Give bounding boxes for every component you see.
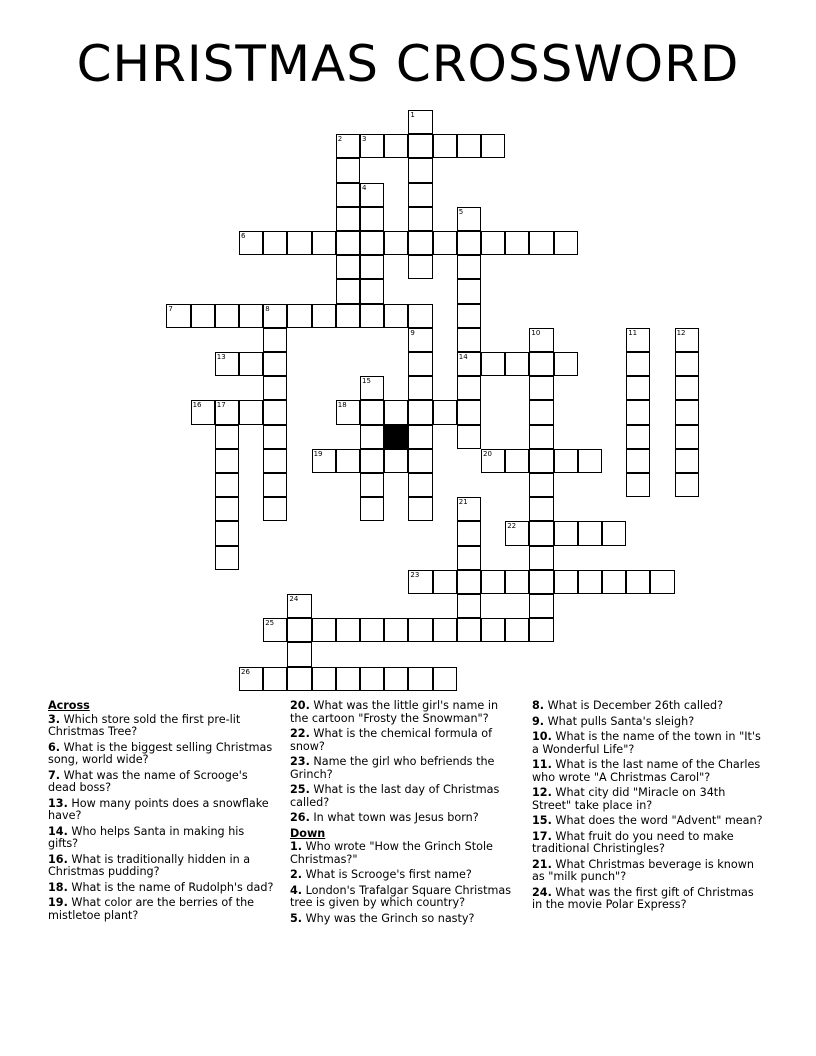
clue-item-text: What Christmas beverage is known as "milk punch"? [532,857,754,883]
grid-cell[interactable] [408,425,432,449]
grid-cell[interactable] [505,231,529,255]
grid-cell[interactable] [239,352,263,376]
clue-item-number: 7. [48,768,61,782]
clue-item [532,831,764,856]
grid-cell[interactable] [408,352,432,376]
grid-cell[interactable] [408,158,432,182]
grid-cell[interactable] [215,352,239,376]
clue-item [532,815,764,828]
clue-number: 14 [458,353,468,361]
grid-cell[interactable] [457,134,481,158]
grid-cell[interactable] [529,328,553,352]
grid-cell[interactable] [408,473,432,497]
grid-cell[interactable] [457,231,481,255]
clue-item [48,826,276,851]
clue-number: 3 [362,135,367,144]
grid-cell[interactable] [239,667,263,691]
clue-item-number: 10. [532,730,552,743]
grid-cell[interactable] [457,279,481,303]
grid-cell[interactable] [457,352,481,376]
clue-item-text: What pulls Santa's sleigh? [544,714,695,728]
clue-item-number: 1. [290,840,303,853]
grid-cell[interactable] [215,400,239,424]
grid-cell[interactable] [360,449,384,473]
grid-cell[interactable] [554,570,578,594]
grid-cell[interactable] [408,304,432,328]
grid-cell[interactable] [263,328,287,352]
grid-cell[interactable] [336,667,360,691]
clue-item [48,770,276,795]
grid-cell[interactable] [239,400,263,424]
clue-item [48,854,276,879]
clue-item [290,885,518,910]
clue-item-text: Who helps Santa in making his gifts? [48,824,245,850]
clue-item [532,731,764,756]
grid-cell[interactable] [360,279,384,303]
clue-item-text: What is December 26th called? [544,699,724,712]
clue-item-number: 13. [48,796,68,810]
grid-cell[interactable] [360,400,384,424]
grid-cell[interactable] [263,473,287,497]
grid-cell[interactable] [433,667,457,691]
grid-cell[interactable] [215,546,239,570]
grid-cell[interactable] [529,618,553,642]
grid-cell[interactable] [408,328,432,352]
grid-cell[interactable] [263,497,287,521]
clue-number: 10 [531,328,541,337]
clue-item-text: What is the chemical formula of snow? [290,727,493,753]
clue-item-number: 19. [48,896,68,909]
grid-cell[interactable] [529,546,553,570]
grid-cell[interactable] [529,376,553,400]
grid-cell[interactable] [384,400,408,424]
grid-cell[interactable] [384,231,408,255]
grid-cell[interactable] [360,473,384,497]
grid-cell[interactable] [433,134,457,158]
grid-cell[interactable] [457,207,481,231]
grid-cell[interactable] [529,497,553,521]
clue-item-number: 4. [290,883,303,897]
clue-number: 25 [265,619,275,628]
clue-number: 26 [241,667,250,676]
grid-cell[interactable] [287,618,311,642]
grid-cell[interactable] [239,231,263,255]
clue-item-number: 12. [532,786,552,799]
grid-cell[interactable] [360,207,384,231]
grid-cell[interactable] [263,304,287,328]
grid-cell[interactable] [360,376,384,400]
grid-cell[interactable] [384,134,408,158]
grid-cell[interactable] [675,376,699,400]
grid-cell[interactable] [408,667,432,691]
clue-item-number: 20. [290,699,310,712]
clue-number: 12 [676,328,686,337]
grid-cell[interactable] [408,570,432,594]
clue-item-text: What is traditionally hidden in a Christmas pudding? [48,852,251,878]
grid-cell[interactable] [263,449,287,473]
grid-cell[interactable] [433,231,457,255]
clue-item [532,759,764,784]
grid-cell[interactable] [650,570,674,594]
grid-cell[interactable] [433,400,457,424]
grid-cell[interactable] [675,425,699,449]
grid-cell[interactable] [336,134,360,158]
grid-cell[interactable] [336,279,360,303]
clue-number: 1 [410,111,415,119]
clue-item-text: What is the name of the town in "It's a Wonderful Life"? [532,730,761,756]
clue-number: 2 [337,135,343,144]
grid-cell[interactable] [529,570,553,594]
grid-cell[interactable] [457,497,481,521]
clue-number: 22 [507,522,517,531]
clue-item-text: What was the name of Scrooge's dead boss? [48,768,248,794]
grid-cell[interactable] [312,618,336,642]
grid-cell[interactable] [457,328,481,352]
clue-item-text: Name the girl who befriends the Grinch? [290,755,495,781]
grid-cell[interactable] [336,255,360,279]
grid-cell[interactable] [360,618,384,642]
clue-item-text: What fruit do you need to make traditional Christingles? [532,829,734,855]
clue-item-text: Who wrote "How the Grinch Stole Christmas?" [290,840,493,866]
grid-cell[interactable] [433,570,457,594]
grid-cell[interactable] [529,400,553,424]
grid-cell[interactable] [336,618,360,642]
grid-cell[interactable] [554,231,578,255]
clue-item-number: 11. [532,758,552,771]
grid-cell[interactable] [457,425,481,449]
grid-cell[interactable] [408,255,432,279]
grid-cell[interactable] [215,304,239,328]
grid-cell[interactable] [481,134,505,158]
grid-cell[interactable] [336,231,360,255]
grid-cell[interactable] [166,304,190,328]
clue-number: 7 [168,304,173,313]
grid-cell[interactable] [408,449,432,473]
grid-cell[interactable] [675,449,699,473]
grid-cell[interactable] [529,352,553,376]
clue-item-text: What was the first gift of Christmas in the movie Polar Express? [532,885,754,911]
clue-item [48,882,276,895]
grid-cell[interactable] [457,304,481,328]
clue-item-number: 23. [290,755,310,768]
grid-cell[interactable] [263,400,287,424]
black-cell [384,425,408,449]
grid-cell[interactable] [457,570,481,594]
clue-item [48,798,276,823]
clue-item-text: What is Scrooge's first name? [302,868,472,881]
grid-cell[interactable] [505,521,529,545]
grid-cell[interactable] [287,642,311,666]
grid-cell[interactable] [408,400,432,424]
clue-item-number: 26. [290,811,310,824]
grid-cell[interactable] [408,497,432,521]
clue-item-text: What city did "Miracle on 34th Street" take place in? [532,786,726,812]
grid-cell[interactable] [263,425,287,449]
clue-item [290,841,518,866]
grid-cell[interactable] [360,255,384,279]
grid-cell[interactable] [626,425,650,449]
grid-cell[interactable] [287,304,311,328]
grid-cell[interactable] [554,352,578,376]
grid-cell[interactable] [408,231,432,255]
grid-cell[interactable] [675,400,699,424]
grid-cell[interactable] [191,400,215,424]
grid-cell[interactable] [626,400,650,424]
grid-cell[interactable] [529,594,553,618]
grid-cell[interactable] [263,667,287,691]
clue-item [290,913,518,926]
clue-number: 11 [628,328,638,337]
clue-item [48,897,276,922]
grid-cell[interactable] [287,594,311,618]
grid-cell[interactable] [529,473,553,497]
clue-number: 17 [216,401,226,410]
grid-cell[interactable] [263,376,287,400]
grid-cell[interactable] [287,231,311,255]
grid-cell[interactable] [312,304,336,328]
clue-item [532,859,764,884]
clue-number: 23 [410,570,420,579]
clue-item-number: 6. [48,740,61,754]
grid-cell[interactable] [675,328,699,352]
grid-cell[interactable] [287,667,311,691]
clue-item-text: What is the biggest selling Christmas song, world wide? [48,740,273,766]
clue-item-text: What is the name of Rudolph's dad? [67,880,274,894]
clues-column-2 [290,700,518,928]
clue-item-text: What is the last day of Christmas called? [290,783,500,809]
grid-cell[interactable] [505,449,529,473]
clue-item [290,869,518,882]
grid-cell[interactable] [529,449,553,473]
grid-cell[interactable] [505,570,529,594]
grid-cell[interactable] [602,570,626,594]
clue-number: 18 [337,401,347,410]
grid-cell[interactable] [457,594,481,618]
grid-cell[interactable] [215,473,239,497]
grid-cell[interactable] [408,207,432,231]
clue-item-number: 3. [48,712,61,726]
grid-cell[interactable] [529,521,553,545]
grid-cell[interactable] [215,497,239,521]
grid-cell[interactable] [360,667,384,691]
clue-item-number: 18. [48,880,68,894]
grid-cell[interactable] [312,667,336,691]
grid-cell[interactable] [602,521,626,545]
clues-column-1 [48,700,276,925]
clue-item-number: 24. [532,885,552,899]
clue-number: 21 [458,498,468,507]
clue-item-number: 21. [532,857,552,871]
grid-cell[interactable] [578,521,602,545]
grid-cell[interactable] [626,570,650,594]
clue-item [48,714,276,739]
grid-cell[interactable] [481,570,505,594]
grid-cell[interactable] [529,231,553,255]
grid-cell[interactable] [505,618,529,642]
clue-number: 9 [410,328,415,337]
grid-cell[interactable] [384,449,408,473]
grid-cell[interactable] [626,376,650,400]
grid-cell[interactable] [263,352,287,376]
grid-cell[interactable] [263,231,287,255]
grid-cell[interactable] [384,304,408,328]
clue-number: 6 [241,232,246,240]
grid-cell[interactable] [360,425,384,449]
clue-item-number: 22. [290,727,310,740]
grid-cell[interactable] [336,304,360,328]
clue-item [290,728,518,753]
grid-cell[interactable] [336,400,360,424]
clue-number: 5 [458,207,464,216]
clue-item-text: What is the last name of the Charles who wrote "A Christmas Carol"? [532,758,761,784]
clue-number: 15 [362,377,371,386]
clue-number: 19 [313,449,323,458]
grid-cell[interactable] [481,352,505,376]
clue-item-text: Why was the Grinch so nasty? [302,911,475,925]
grid-cell[interactable] [578,570,602,594]
grid-cell[interactable] [675,352,699,376]
grid-cell[interactable] [578,449,602,473]
grid-cell[interactable] [263,618,287,642]
grid-cell[interactable] [554,521,578,545]
grid-cell[interactable] [312,231,336,255]
clue-item-number: 5. [290,911,303,925]
clue-item-text: What color are the berries of the mistletoe plant? [48,896,255,922]
grid-cell[interactable] [505,352,529,376]
grid-cell[interactable] [336,207,360,231]
grid-cell[interactable] [529,425,553,449]
clues-column-3 [532,700,764,915]
clue-item-text: What does the word "Advent" mean? [551,814,763,827]
grid-cell[interactable] [360,183,384,207]
grid-cell[interactable] [481,449,505,473]
grid-cell[interactable] [239,304,263,328]
grid-cell[interactable] [481,231,505,255]
grid-cell[interactable] [554,449,578,473]
clue-number: 4 [362,183,367,192]
clue-item [48,742,276,767]
grid-cell[interactable] [457,618,481,642]
clue-number: 20 [483,449,492,458]
grid-cell[interactable] [408,134,432,158]
grid-cell[interactable] [408,376,432,400]
grid-cell[interactable] [626,449,650,473]
grid-cell[interactable] [384,618,408,642]
grid-cell[interactable] [336,183,360,207]
grid-cell[interactable] [384,667,408,691]
grid-cell[interactable] [360,304,384,328]
grid-cell[interactable] [675,473,699,497]
clue-item-number: 9. [532,714,545,728]
clue-item [290,756,518,781]
clue-item-number: 17. [532,829,552,843]
clue-number: 13 [216,353,226,361]
grid-cell[interactable] [626,352,650,376]
clue-item [290,784,518,809]
grid-cell[interactable] [457,255,481,279]
grid-cell[interactable] [457,521,481,545]
grid-cell[interactable] [626,473,650,497]
clue-item-number: 15. [532,814,552,827]
grid-cell[interactable] [215,425,239,449]
clue-item [290,700,518,725]
grid-cell[interactable] [481,618,505,642]
grid-cell[interactable] [433,618,457,642]
grid-cell[interactable] [408,110,432,134]
clue-item [532,700,764,713]
clue-item [532,787,764,812]
grid-cell[interactable] [626,328,650,352]
clue-item-text: What was the little girl's name in the cartoon "Frosty the Snowman"? [290,699,499,725]
grid-cell[interactable] [408,183,432,207]
clue-item-text: In what town was Jesus born? [309,811,479,824]
grid-cell[interactable] [360,231,384,255]
grid-cell[interactable] [360,134,384,158]
grid-cell[interactable] [191,304,215,328]
clue-item-number: 2. [290,868,303,881]
clue-number: 16 [192,401,202,410]
clue-number: 24 [289,595,299,603]
grid-cell[interactable] [312,449,336,473]
grid-cell[interactable] [215,521,239,545]
across-header: Across [48,699,90,712]
grid-cell[interactable] [457,546,481,570]
clue-item-number: 25. [290,783,310,796]
clue-item [290,812,518,825]
grid-cell[interactable] [408,618,432,642]
clue-item-text: How many points does a snowflake have? [48,796,269,822]
clue-number: 8 [265,304,270,313]
clue-item [532,887,764,912]
down-header: Down [290,826,326,840]
clue-item-number: 14. [48,824,68,838]
grid-cell[interactable] [336,449,360,473]
grid-cell[interactable] [457,400,481,424]
clue-item [532,716,764,729]
clue-item-number: 16. [48,852,68,866]
grid-cell[interactable] [336,158,360,182]
grid-cell[interactable] [215,449,239,473]
clue-item-number: 8. [532,699,545,712]
clue-item-text: London's Trafalgar Square Christmas tree is given by which country? [290,883,512,909]
grid-cell[interactable] [457,376,481,400]
page-title: CHRISTMAS CROSSWORD [76,35,740,93]
clue-item-text: Which store sold the first pre-lit Christmas Tree? [48,712,241,738]
grid-cell[interactable] [360,497,384,521]
